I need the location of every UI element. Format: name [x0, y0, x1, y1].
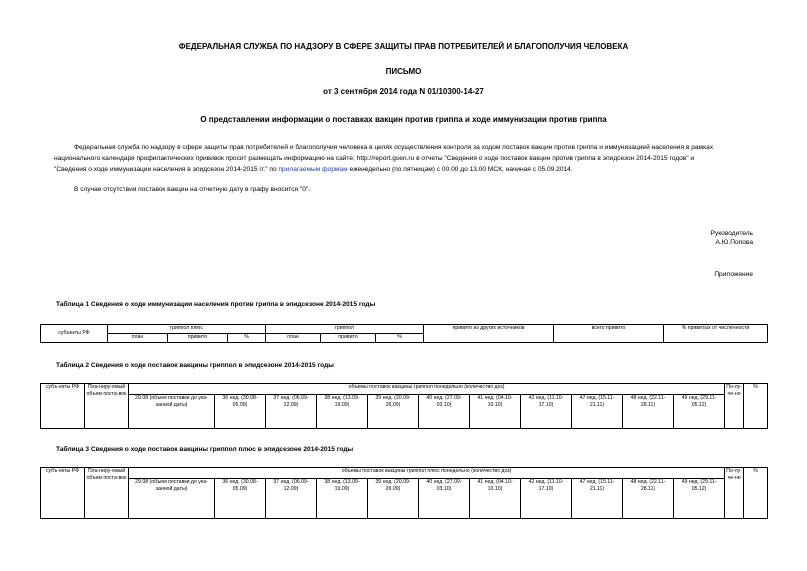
t3-volumes-header: объемы поставок вакцины гриппол плюс понедельно (количество доз) — [129, 468, 725, 479]
paragraph-1-line-3 — [54, 164, 754, 175]
t1-subjects-header: субъекты РФ — [41, 325, 108, 343]
t2-initial-col: 29.08 (объем поставки до ука-занной даты) — [129, 395, 215, 429]
t2-week-col: 47 нед. (15.11-21.11) — [572, 395, 623, 429]
t2-pct-header: % — [744, 384, 768, 429]
t1-pct-header: % привитых от численности — [664, 325, 768, 343]
table-3 — [40, 467, 768, 519]
paragraph-1-text-b: еженедельно (по пятницам) с 00.00 до 13.00 МСК, начиная с 05.09.2014. — [349, 166, 573, 173]
t2-week-col: 41 нед. (04.10-10.10) — [470, 395, 521, 429]
table-2-caption: Таблица 2 Сведения о ходе поставок вакцины гриппол в эпидсезоне 2014-2015 годы — [56, 362, 334, 369]
t1-vaccinated-2: привито — [321, 334, 376, 343]
paragraph-1-text-a: "Сведения о ходе иммунизации населения в эпидсезон 2014-2015 гг." по — [54, 166, 277, 173]
table-1-caption: Таблица 1 Сведения о ходе иммунизации населения против гриппа в эпидсезоне 2014-2015 годы — [56, 301, 376, 308]
t3-week-col: 36 нед. (30.08-05.09) — [215, 479, 266, 519]
t3-week-col: 42 нед. (11.10-17.10) — [521, 479, 572, 519]
signature-role: Руководитель — [710, 230, 753, 237]
t2-received-header: По-лу-че-но — [725, 384, 744, 429]
t1-plan-2: план — [266, 334, 321, 343]
doc-date-number: от 3 сентября 2014 года N 01/10300-14-27 — [323, 87, 484, 96]
paragraph-1-line-2: национального календаря профилактических прививок просит размещать информацию на сайте: http://report.gsen.ru в отчеты "Сведения о ходе поставок вакцин против гриппа в эпидсезон 2014-2015 годов" и — [54, 155, 695, 162]
t2-week-col: 48 нед. (22.11-28.11) — [623, 395, 674, 429]
doc-subject: О представлении информации о поставках вакцин против гриппа и ходе иммунизации против гриппа — [200, 115, 607, 124]
attachment-label: Приложение — [714, 271, 753, 278]
t1-total-header: всего привито — [554, 325, 664, 343]
t3-pct-header: % — [744, 468, 768, 519]
t3-week-col: 47 нед. (15.11-21.11) — [572, 479, 623, 519]
t2-week-col: 38 нед. (13.09-19.09) — [317, 395, 368, 429]
t2-week-col: 49 нед. (29.11-05.12) — [674, 395, 725, 429]
paragraph-2: В случае отсутствия поставок вакцин на отчетную дату в графу вносится "0". — [74, 186, 311, 193]
t3-week-col: 48 нед. (22.11-28.11) — [623, 479, 674, 519]
signature-block — [711, 229, 753, 247]
paragraph-1-line-1: Федеральная служба по надзору в сфере защиты прав потребителей и благополучия человека в целях осуществления контроля за ходом поставок вакцин против гриппа и иммунизацией населения в рамках — [74, 144, 714, 151]
t2-week-col: 40 нед. (27.09-03.10) — [419, 395, 470, 429]
t1-grippol-header: гриппол — [266, 325, 424, 334]
t3-week-col: 38 нед. (13.09-19.09) — [317, 479, 368, 519]
t3-week-col: 39 нед. (20.09-26.09) — [368, 479, 419, 519]
t2-week-col: 36 нед. (30.08-05.09) — [215, 395, 266, 429]
t1-pct-2: % — [376, 334, 424, 343]
paragraph-1 — [54, 142, 754, 175]
agency-title: ФЕДЕРАЛЬНАЯ СЛУЖБА ПО НАДЗОРУ В СФЕРЕ ЗАЩИТЫ ПРАВ ПОТРЕБИТЕЛЕЙ И БЛАГОПОЛУЧИЯ ЧЕЛОВЕКА — [178, 42, 629, 51]
t2-week-col: 37 нед. (06.09-12.09) — [266, 395, 317, 429]
t3-subjects-header: субъ-екты РФ — [41, 468, 85, 519]
doc-type: ПИСЬМО — [385, 67, 422, 76]
table-1 — [40, 324, 768, 343]
table-2 — [40, 383, 768, 429]
t3-initial-col: 29.08 (объем поставки до ука-занной даты) — [129, 479, 215, 519]
t1-grippol-plus-header: гриппол плюс — [108, 325, 266, 334]
t3-received-header: По-лу-че-но — [725, 468, 744, 519]
t2-subjects-header: субъ-екты РФ — [41, 384, 85, 429]
attached-forms-link[interactable]: прилагаемым формам — [278, 166, 348, 173]
t3-week-col: 49 нед. (29.11-05.12) — [674, 479, 725, 519]
t2-week-col: 42 нед. (11.10-17.10) — [521, 395, 572, 429]
t1-plan-1: план — [108, 334, 168, 343]
t3-week-col: 40 нед. (27.09-03.10) — [419, 479, 470, 519]
t1-vaccinated-1: привито — [168, 334, 228, 343]
t2-planned-header: Пла-ниру-емый объем поста-вок — [85, 384, 129, 429]
signature-name: А.Ю.Попова — [715, 239, 753, 246]
t3-week-col: 41 нед. (04.10-10.10) — [470, 479, 521, 519]
t1-other-sources-header: привито из других источников — [424, 325, 554, 343]
t2-week-col: 39 нед. (20.09-26.09) — [368, 395, 419, 429]
t3-planned-header: Пла-ниру-емый объем поста-вок — [85, 468, 129, 519]
t3-week-col: 37 нед. (06.09-12.09) — [266, 479, 317, 519]
t2-volumes-header: объемы поставок вакцины гриппол понедельно (количество доз) — [129, 384, 725, 395]
t1-pct-1: % — [228, 334, 266, 343]
table-3-caption: Таблица 3 Сведения о ходе поставок вакцины гриппол плюс в эпидсезоне 2014-2015 годы — [56, 446, 354, 453]
